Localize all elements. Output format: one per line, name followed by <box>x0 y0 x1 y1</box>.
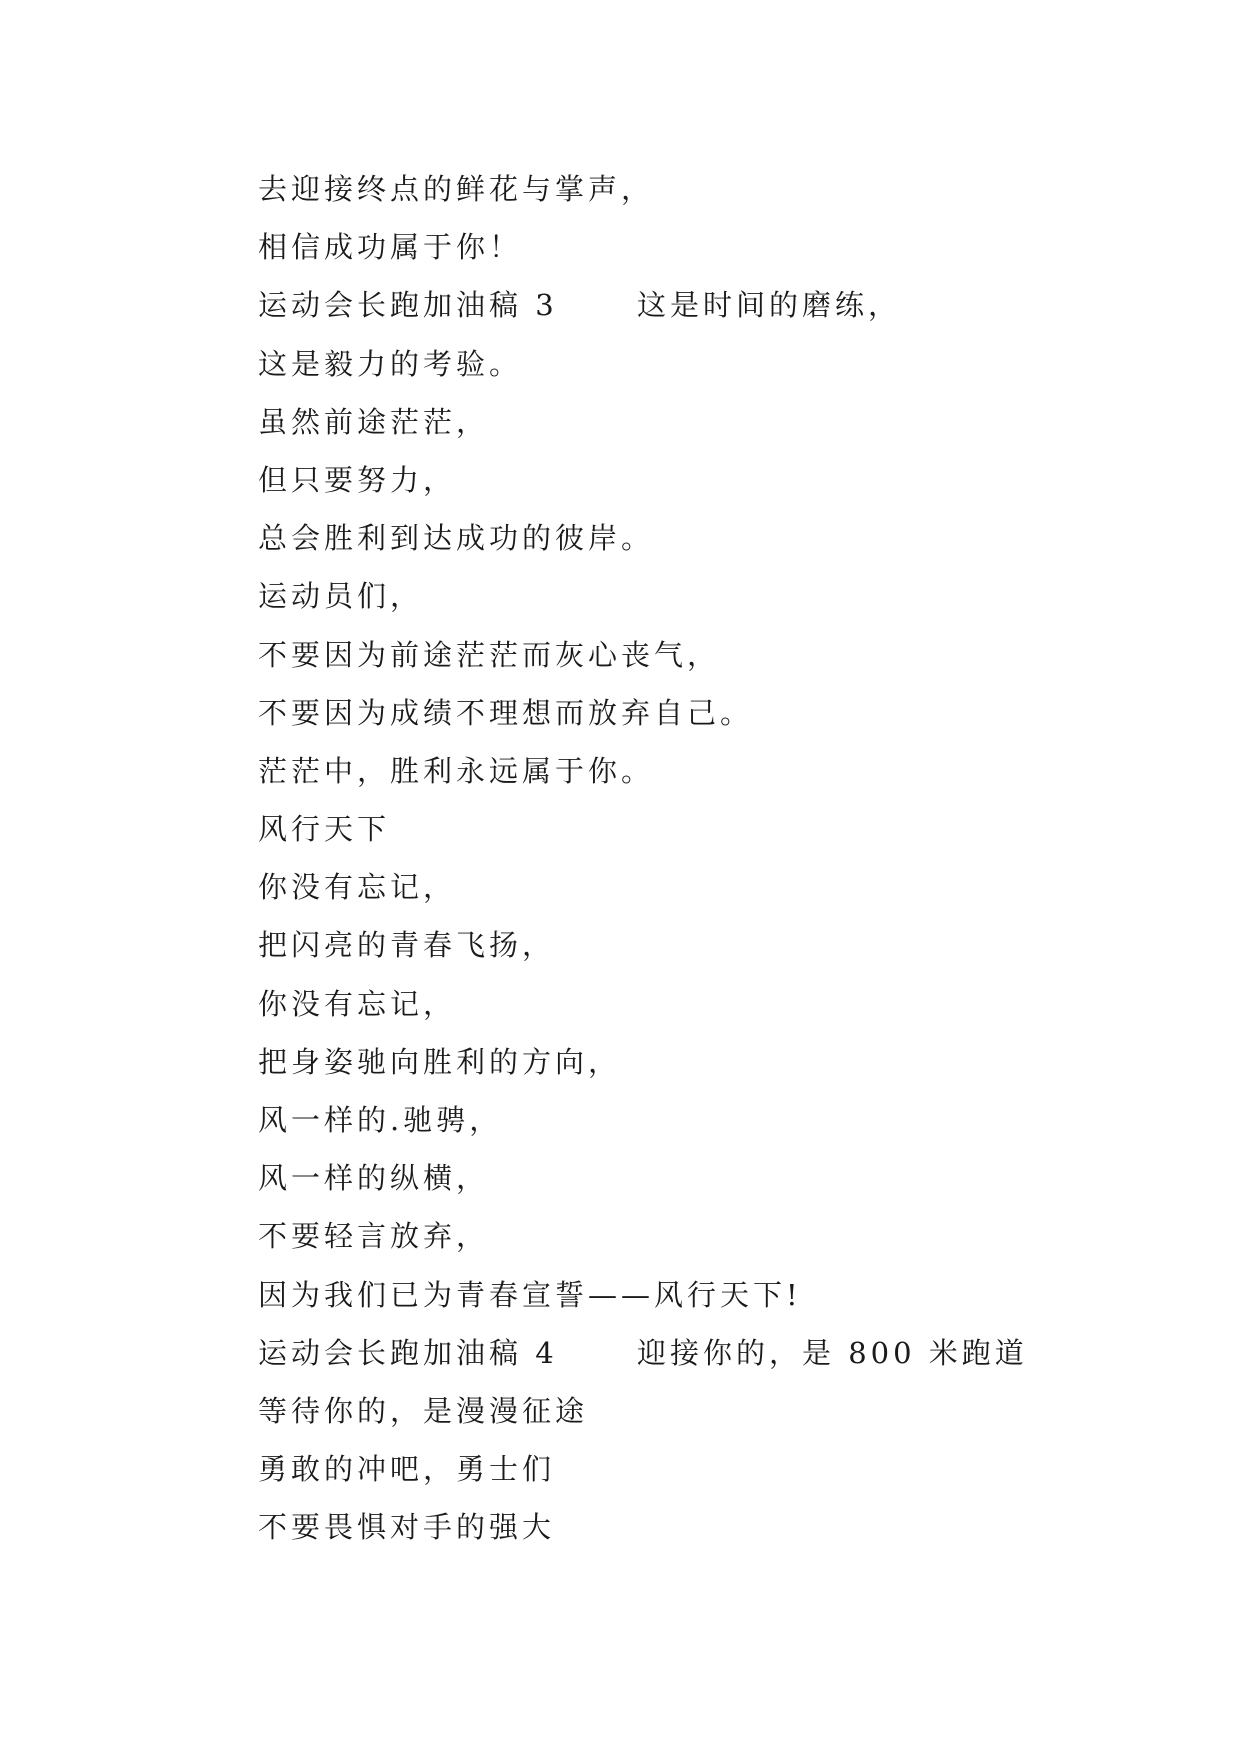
text-line: 但只要努力， <box>258 462 457 497</box>
text-line: 你没有忘记， <box>258 986 457 1021</box>
text-line: 风一样的纵横， <box>258 1161 490 1196</box>
text-line: 总会胜利到达成功的彼岸。 <box>258 521 655 556</box>
text-line: 虽然前途茫茫， <box>258 404 490 439</box>
text-line: 运动员们， <box>258 579 424 614</box>
text-line: 等待你的，是漫漫征途 <box>258 1393 589 1428</box>
text-line: 这是毅力的考验。 <box>258 346 523 381</box>
section-heading-line: 运动会长跑加油稿 3 这是时间的磨练， <box>258 288 901 323</box>
text-line: 风行天下 <box>258 812 391 847</box>
text-line: 勇敢的冲吧，勇士们 <box>258 1452 556 1487</box>
text-line: 不要轻言放弃， <box>258 1219 490 1254</box>
document-body <box>258 160 1158 1557</box>
text-line: 茫茫中，胜利永远属于你。 <box>258 753 655 788</box>
text-line: 因为我们已为青春宣誓——风行天下! <box>258 1277 802 1312</box>
text-line: 把闪亮的青春飞扬， <box>258 928 556 963</box>
text-line: 相信成功属于你！ <box>258 230 523 265</box>
text-line: 风一样的.驰骋， <box>258 1103 503 1137</box>
section-heading-line: 运动会长跑加油稿 4 迎接你的，是 800 米跑道 <box>258 1335 1028 1370</box>
text-line: 不要畏惧对手的强大 <box>258 1510 556 1545</box>
text-line: 不要因为成绩不理想而放弃自己。 <box>258 695 754 730</box>
text-line: 你没有忘记， <box>258 870 457 905</box>
text-line: 不要因为前途茫茫而灰心丧气， <box>258 637 721 672</box>
text-line: 把身姿驰向胜利的方向， <box>258 1044 622 1079</box>
text-line: 去迎接终点的鲜花与掌声， <box>258 172 655 206</box>
